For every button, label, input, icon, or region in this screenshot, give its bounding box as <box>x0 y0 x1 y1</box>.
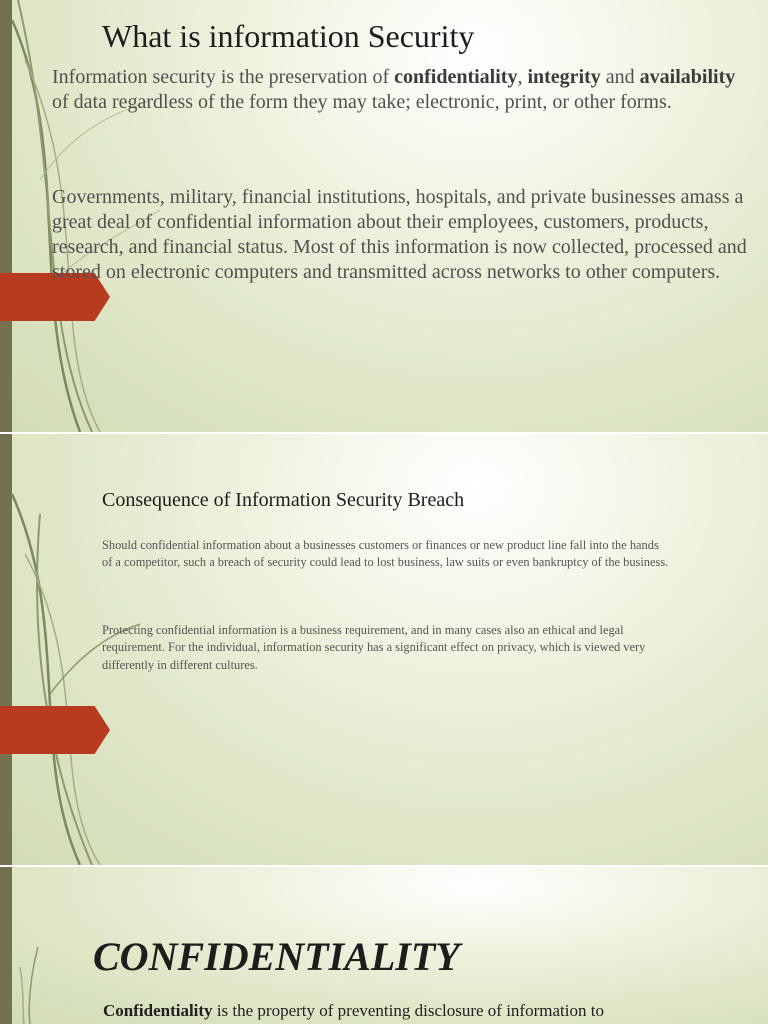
context-paragraph: Governments, military, financial institutions, hospitals, and private businesses amass a great deal of confidential information about their employees, customers, products, research, and financial status. Most of this information is now collected, processed and stored on electronic computers and transmitted across networks to other computers. <box>52 186 747 283</box>
definition-paragraph <box>52 65 752 115</box>
slide-title: CONFIDENTIALITY <box>93 934 460 979</box>
term-confidentiality: confidentiality <box>394 66 518 88</box>
confidentiality-definition <box>103 1000 743 1022</box>
slide-2 <box>0 434 768 865</box>
text-run: Information security is the preservation of <box>52 66 395 88</box>
text-run: is the property of preventing disclosure of information to <box>212 1001 604 1020</box>
slide-title: Consequence of Information Security Breach <box>102 489 465 511</box>
slide-title: What is information Security <box>102 18 475 54</box>
text-run: of data regardless of the form they may take; electronic, print, or other forms. <box>52 91 672 113</box>
requirement-paragraph: Protecting confidential information is a business requirement, and in many cases also an ethical and legal requirement. For the individual, information security has a significant effect on privacy, which is viewed very differently in different cultures. <box>102 623 646 672</box>
breach-paragraph: Should confidential information about a businesses customers or finances or new product line fall into the hands of a competitor, such a breach of security could lead to lost business, law suits or even bankruptcy of the business. <box>102 538 669 570</box>
text-run: and <box>600 66 640 88</box>
term-confidentiality: Confidentiality <box>103 1001 213 1020</box>
term-integrity: integrity <box>527 66 601 88</box>
slide-1 <box>0 0 768 432</box>
text-run: , <box>517 66 528 88</box>
red-accent-tab <box>0 706 110 754</box>
slide-3 <box>0 867 768 1024</box>
term-availability: availability <box>639 66 736 88</box>
